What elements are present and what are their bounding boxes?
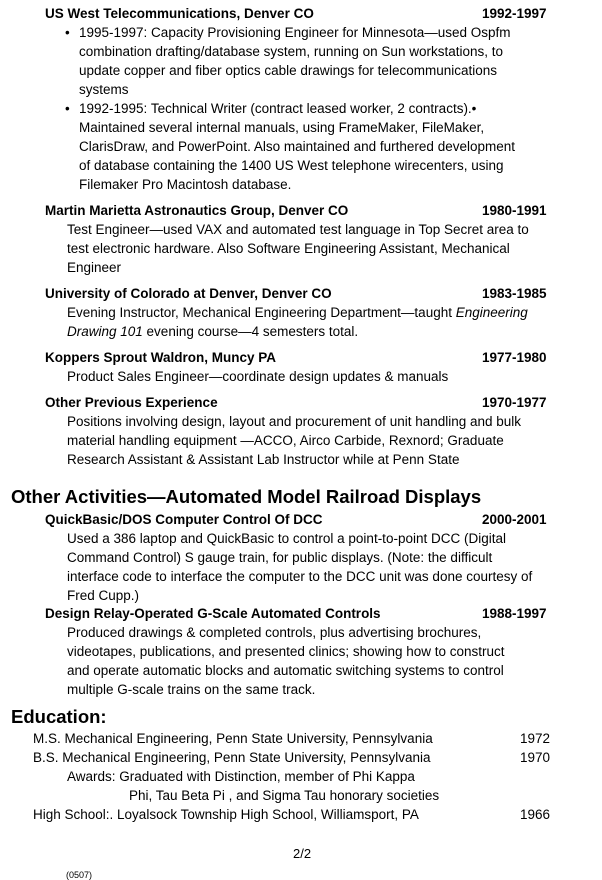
job-description [67,303,593,341]
job-years: 1992-1997 [482,6,547,21]
description-line: Used a 386 laptop and QuickBasic to control a point-to-point DCC (Digital [67,531,506,546]
job-bullet-list [45,23,585,194]
description-line: and operate automatic blocks and automatic switching systems to control [67,663,504,678]
activity-description [67,529,593,605]
job-header [45,4,585,23]
bullet-line: of database containing the 1400 US West telephone wirecenters, using [79,158,504,173]
description-line: Product Sales Engineer—coordinate design updates & manuals [67,369,449,384]
job-header [45,284,585,303]
bullet-line: 1995-1997: Capacity Provisioning Engineer for Minnesota—used Ospfm [79,25,511,40]
job-us-west [45,4,585,194]
bullet-icon: • [65,101,70,116]
bullet-line: update copper and fiber optics cable drawings for telecommunications [79,63,497,78]
bullet-line: 1992-1995: Technical Writer (contract leased worker, 2 contracts).• [79,101,477,116]
activity-title: QuickBasic/DOS Computer Control Of DCC [45,512,323,527]
section-heading-activities: Other Activities—Automated Model Railroad Displays [11,486,482,507]
job-header [45,348,585,367]
education-year: 1966 [520,807,551,822]
education-awards-row [129,786,602,805]
activity-header [45,510,585,529]
bullet-line: Filemaker Pro Macintosh database. [79,177,292,192]
education-awards: Awards: Graduated with Distinction, member of Phi Kappa [67,769,415,784]
job-years: 1983-1985 [482,286,547,301]
job-header [45,201,585,220]
activity-header [45,604,585,623]
job-years: 1977-1980 [482,350,547,365]
description-line: multiple G-scale trains on the same track. [67,682,316,697]
job-bullet-item [45,23,585,99]
job-organization: US West Telecommunications, Denver CO [45,6,314,21]
bullet-line: Maintained several internal manuals, using FrameMaker, FileMaker, [79,120,485,135]
job-description [67,412,593,469]
job-years: 1970-1977 [482,395,547,410]
job-other-previous [45,393,585,469]
description-line: test electronic hardware. Also Software Engineering Assistant, Mechanical [67,241,510,256]
job-organization: University of Colorado at Denver, Denver CO [45,286,332,301]
job-university-colorado [45,284,585,341]
description-line: Test Engineer—used VAX and automated test language in Top Secret area to [67,222,529,237]
description-text: Evening Instructor, Mechanical Engineering Department—taught [67,305,456,320]
description-line: Command Control) S gauge train, for public displays. (Note: the difficult [67,550,493,565]
description-line: interface code to interface the computer to the DCC unit was done courtesy of [67,569,533,584]
education-row [33,748,573,767]
job-martin-marietta [45,201,585,277]
education-entry: High School:. Loyalsock Township High School, Williamsport, PA [33,807,419,822]
education-row [33,729,573,748]
description-line: Positions involving design, layout and procurement of unit handling and bulk [67,414,522,429]
job-koppers [45,348,585,386]
education-entry: M.S. Mechanical Engineering, Penn State University, Pennsylvania [33,731,433,746]
job-bullet-item [45,99,585,194]
job-description [67,220,593,277]
description-line: videotapes, publications, and presented clinics; showing how to construct [67,644,505,659]
description-line [67,303,593,322]
job-organization: Martin Marietta Astronautics Group, Denver CO [45,203,349,218]
education-year: 1972 [520,731,551,746]
bullet-icon: • [65,25,70,40]
activity-relay-controls [45,604,585,699]
activity-years: 1988-1997 [482,606,547,621]
description-line: Research Assistant & Assistant Lab Instructor while at Penn State [67,452,460,467]
activity-title: Design Relay-Operated G-Scale Automated Controls [45,606,381,621]
course-title: Drawing 101 [67,324,143,339]
education-awards-row [67,767,602,786]
job-header [45,393,585,412]
activity-years: 2000-2001 [482,512,547,527]
job-years: 1980-1991 [482,203,547,218]
description-line: material handling equipment —ACCO, Airco Carbide, Rexnord; Graduate [67,433,504,448]
job-organization: Other Previous Experience [45,395,218,410]
description-line: Engineer [67,260,122,275]
description-line: Fred Cupp.) [67,588,140,603]
course-title: Engineering [455,305,528,320]
activity-quickbasic [45,510,585,605]
document-code: (0507) [66,870,93,880]
section-heading-education: Education: [11,706,107,727]
job-organization: Koppers Sprout Waldron, Muncy PA [45,350,277,365]
description-line [67,322,593,341]
bullet-line: ClarisDraw, and PowerPoint. Also maintained and furthered development [79,139,515,154]
education-entry: B.S. Mechanical Engineering, Penn State University, Pennsylvania [33,750,431,765]
description-line: Produced drawings & completed controls, plus advertising brochures, [67,625,482,640]
description-text: evening course—4 semesters total. [142,324,359,339]
activity-description [67,623,593,699]
education-awards: Phi, Tau Beta Pi , and Sigma Tau honorary societies [129,788,440,803]
page-number: 2/2 [293,846,312,861]
education-row [33,805,573,824]
education-year: 1970 [520,750,551,765]
bullet-line: systems [79,82,129,97]
job-description [67,367,593,386]
bullet-line: combination drafting/database system, running on Sun workstations, to [79,44,503,59]
